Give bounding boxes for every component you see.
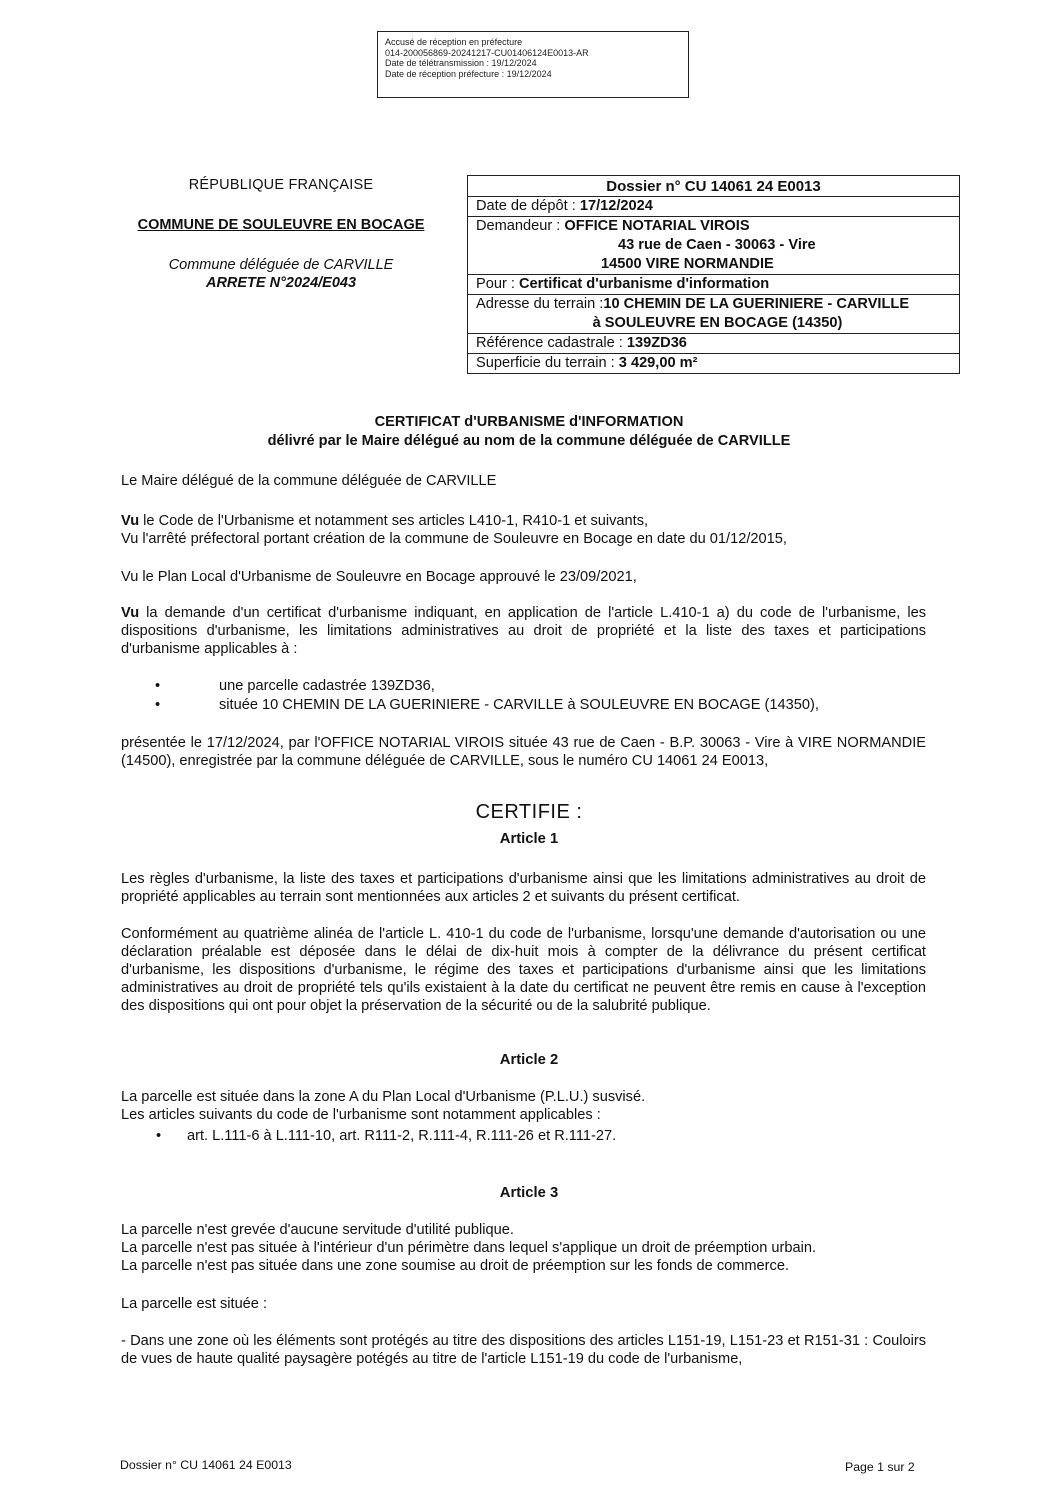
- demandeur-address-2: 14500 VIRE NORMANDIE: [601, 256, 774, 272]
- vu-text-1: le Code de l'Urbanisme et notamment ses articles L410-1, R410-1 et suivants,: [139, 513, 649, 529]
- superficie-row: [468, 354, 959, 373]
- superficie-label: Superficie du terrain :: [476, 355, 619, 371]
- bullet-dot-3: •: [156, 1128, 162, 1144]
- article-3-line-4: La parcelle est située :: [121, 1296, 268, 1312]
- title-line-2: délivré par le Maire délégué au nom de la commune déléguée de CARVILLE: [267, 433, 791, 449]
- adresse-label: Adresse du terrain :: [476, 296, 604, 312]
- bullet-situee: située 10 CHEMIN DE LA GUERINIERE - CARVILLE à SOULEUVRE EN BOCAGE (14350),: [219, 697, 819, 713]
- vu-demande: [121, 604, 926, 658]
- article-1-paragraph-1: Les règles d'urbanisme, la liste des taxes et participations d'urbanisme ainsi que les limitations administratives au droit de propriété applicables au terrain sont mentionnées aux articles 2 et suivants du présent certificat.: [121, 871, 926, 905]
- commune-deleguee: Commune déléguée de CARVILLE: [168, 257, 394, 273]
- footer-page-number: Page 1 sur 2: [845, 1460, 915, 1474]
- bullet-dot-1: •: [155, 678, 161, 694]
- stamp-line-3: Date de télétransmission : 19/12/2024: [385, 58, 537, 68]
- stamp-line-1: Accusé de réception en préfecture: [385, 37, 523, 47]
- arrete-number: ARRETE N°2024/E043: [205, 275, 357, 291]
- cadastre-label: Référence cadastrale :: [476, 335, 627, 351]
- article-2-bullet: art. L.111-6 à L.111-10, art. R111-2, R.111-4, R.111-26 et R.111-27.: [187, 1128, 617, 1144]
- footer-dossier: Dossier n° CU 14061 24 E0013: [120, 1458, 292, 1472]
- pour-value: Certificat d'urbanisme d'information: [519, 276, 770, 292]
- article-3-line-1: La parcelle n'est grevée d'aucune servitude d'utilité publique.: [121, 1222, 514, 1238]
- certifie-heading: CERTIFIE :: [475, 801, 583, 823]
- commune-label: COMMUNE DE SOULEUVRE EN BOCAGE: [137, 217, 425, 233]
- article-3-line-2: La parcelle n'est pas située à l'intérieur d'un périmètre dans lequel s'applique un droit de préemption urbain.: [121, 1240, 817, 1256]
- adresse-line-1: 10 CHEMIN DE LA GUERINIERE - CARVILLE: [603, 296, 910, 312]
- presentee-paragraph: présentée le 17/12/2024, par l'OFFICE NOTARIAL VIROIS située 43 rue de Caen - B.P. 30063 - Vire à VIRE NORMANDIE (14500), enregistrée par la commune déléguée de CARVILLE, sous le numéro CU 14061 24 E0013,: [121, 735, 926, 769]
- cadastre-row: [468, 334, 959, 354]
- article-3-title: Article 3: [499, 1185, 559, 1201]
- adresse-line-2: à SOULEUVRE EN BOCAGE (14350): [592, 315, 843, 331]
- demandeur-row: [468, 217, 959, 275]
- demandeur-label: Demandeur :: [476, 218, 565, 234]
- demandeur-address-1: 43 rue de Caen - 30063 - Vire: [618, 237, 816, 253]
- cadastre-value: 139ZD36: [626, 335, 687, 351]
- vu-label-1: Vu: [121, 513, 140, 529]
- pour-label: Pour :: [476, 276, 519, 292]
- reception-stamp: [377, 31, 689, 98]
- vu-plu: Vu le Plan Local d'Urbanisme de Souleuvre en Bocage approuvé le 23/09/2021,: [121, 569, 637, 585]
- article-1-title: Article 1: [499, 831, 559, 847]
- depot-value: 17/12/2024: [579, 198, 653, 214]
- superficie-value: 3 429,00 m²: [618, 355, 698, 371]
- dossier-title: Dossier n° CU 14061 24 E0013: [468, 176, 959, 197]
- article-2-title: Article 2: [499, 1052, 559, 1068]
- article-1-paragraph-2: Conformément au quatrième alinéa de l'article L. 410-1 du code de l'urbanisme, lorsqu'une demande d'autorisation ou une déclaration préalable est déposée dans le délai de dix-huit mois à compter de la délivrance du présent certificat d'urbanisme, les dispositions d'urbanisme, le régime des taxes et participations d'urbanisme ainsi que les limitations administratives au droit de propriété tels qu'ils existaient à la date du certificat ne peuvent être remis en cause à l'exception des dispositions qui ont pour objet la préservation de la sécurité ou de la salubrité publique.: [121, 926, 926, 1014]
- vu-label-4: Vu: [121, 605, 140, 621]
- article-3-line-3: La parcelle n'est pas située dans une zone soumise au droit de préemption sur les fonds de commerce.: [121, 1258, 789, 1274]
- adresse-row: [468, 295, 959, 334]
- document-title: [0, 413, 1058, 451]
- maire-line: Le Maire délégué de la commune déléguée de CARVILLE: [121, 473, 497, 489]
- issuer-header: [112, 176, 450, 292]
- bullet-parcelle: une parcelle cadastrée 139ZD36,: [219, 678, 435, 694]
- dossier-box: [467, 175, 960, 374]
- article-3-line-5: - Dans une zone où les éléments sont protégés au titre des dispositions des articles L151-19, L151-23 et R151-31 : Couloirs de vues de haute qualité paysagère potégés au titre de l'article L151-19 du code de l'urbanisme,: [121, 1333, 926, 1367]
- stamp-line-4: Date de réception préfecture : 19/12/2024: [385, 68, 552, 79]
- pour-row: [468, 275, 959, 295]
- vu-arrete-prefectoral: Vu l'arrêté préfectoral portant création de la commune de Souleuvre en Bocage en date du 01/12/2015,: [121, 531, 787, 547]
- vu-code-urbanisme: [121, 512, 926, 530]
- depot-row: [468, 197, 959, 217]
- article-2-line-1: La parcelle est située dans la zone A du Plan Local d'Urbanisme (P.L.U.) susvisé.: [121, 1089, 646, 1105]
- title-line-1: CERTIFICAT d'URBANISME d'INFORMATION: [374, 414, 684, 430]
- republique-label: RÉPUBLIQUE FRANÇAISE: [188, 177, 374, 193]
- stamp-line-2: 014-200056869-20241217-CU01406124E0013-AR: [385, 47, 589, 58]
- article-2-line-2: Les articles suivants du code de l'urbanisme sont notamment applicables :: [121, 1107, 601, 1123]
- bullet-dot-2: •: [155, 697, 161, 713]
- depot-label: Date de dépôt :: [476, 198, 580, 214]
- vu-text-4: la demande d'un certificat d'urbanisme indiquant, en application de l'article L.410-1 a) du code de l'urbanisme, les dispositions d'urbanisme, les limitations administratives au droit de propriété et la liste des taxes et participations d'urbanisme applicables à :: [121, 605, 926, 657]
- demandeur-name: OFFICE NOTARIAL VIROIS: [564, 218, 750, 234]
